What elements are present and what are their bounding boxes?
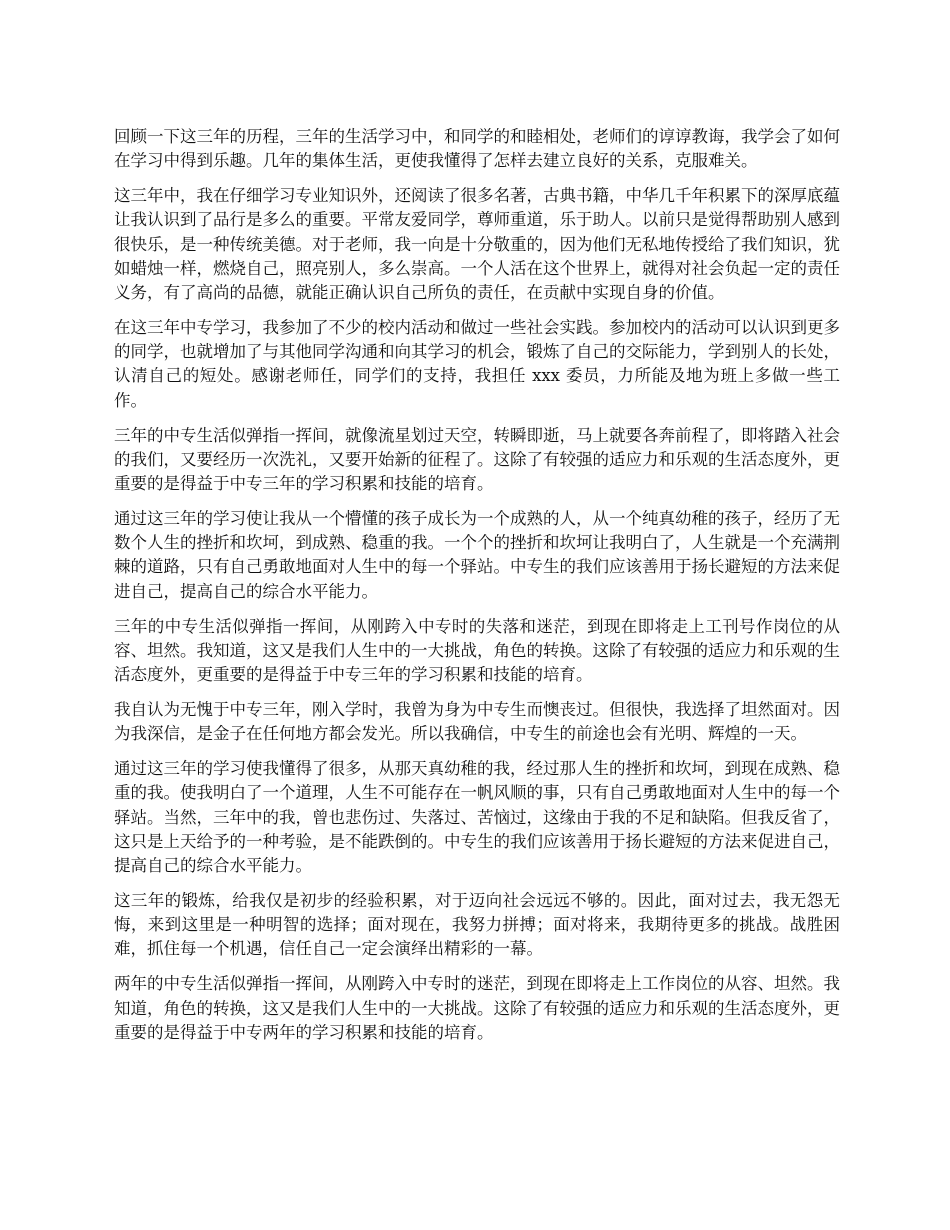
paragraph-2: 这三年中，我在仔细学习专业知识外，还阅读了很多名著，古典书籍，中华几千年积累下的深厚底蕴让我认识到了品行是多么的重要。平常友爱同学，尊师重道，乐于助人。以前只是觉得帮助别人感到很快乐，是一种传统美德。对于老师，我一向是十分敬重的，因为他们无私地传授给了我们知识，犹如蜡烛一样，燃烧自己，照亮别人，多么崇高。一个人活在这个世界上，就得对社会负起一定的责任义务，有了高尚的品德，就能正确认识自己所负的责任，在贡献中实现自身的价值。 [114,186,840,303]
paragraph-4: 三年的中专生活似弹指一挥间，就像流星划过天空，转瞬即逝，马上就要各奔前程了，即将踏入社会的我们，又要经历一次洗礼，又要开始新的征程了。这除了有较强的适应力和乐观的生活态度外，更重要的是得益于中专三年的学习积累和技能的培育。 [114,425,840,494]
paragraph-7: 我自认为无愧于中专三年，刚入学时，我曾为身为中专生而懊丧过。但很快，我选择了坦然面对。因为我深信，是金子在任何地方都会发光。所以我确信，中专生的前途也会有光明、辉煌的一天。 [114,700,840,744]
paragraph-10: 两年的中专生活似弹指一挥间，从刚跨入中专时的迷茫，到现在即将走上工作岗位的从容、坦然。我知道，角色的转换，这又是我们人生中的一大挑战。这除了有较强的适应力和乐观的生活态度外，更重要的是得益于中专两年的学习积累和技能的培育。 [114,974,840,1042]
paragraph-1: 回顾一下这三年的历程，三年的生活学习中，和同学的和睦相处，老师们的谆谆教诲，我学会了如何在学习中得到乐趣。几年的集体生活，更使我懂得了怎样去建立良好的关系，克服难关。 [114,127,840,171]
paragraph-3: 在这三年中专学习，我参加了不少的校内活动和做过一些社会实践。参加校内的活动可以认识到更多的同学，也就增加了与其他同学沟通和向其学习的机会，锻炼了自己的交际能力，学到别人的长处，认清自己的短处。感谢老师任，同学们的支持，我担任 xxx 委员，力所能及地为班上多做一些工作。 [114,318,840,410]
paragraph-9: 这三年的锻炼，给我仅是初步的经验积累，对于迈向社会远远不够的。因此，面对过去，我无怨无悔，来到这里是一种明智的选择；面对现在，我努力拼搏；面对将来，我期待更多的挑战。战胜困难，抓住每一个机遇，信任自己一定会演绎出精彩的一幕。 [114,891,840,959]
document-body [114,125,840,1056]
paragraph-8: 通过这三年的学习使我懂得了很多，从那天真幼稚的我，经过那人生的挫折和坎坷，到现在成熟、稳重的我。使我明白了一个道理，人生不可能存在一帆风顺的事，只有自己勇敢地面对人生中的每一个驿站。当然，三年中的我，曾也悲伤过、失落过、苦恼过，这缘由于我的不足和缺陷。但我反省了，这只是上天给予的一种考验，是不能跌倒的。中专生的我们应该善用于扬长避短的方法来促进自己，提高自己的综合水平能力。 [114,759,840,876]
paragraph-6: 三年的中专生活似弹指一挥间，从刚跨入中专时的失落和迷茫，到现在即将走上工刊号作岗位的从容、坦然。我知道，这又是我们人生中的一大挑战，角色的转换。这除了有较强的适应力和乐观的生活态度外，更重要的是得益于中专三年的学习积累和技能的培育。 [114,616,840,685]
paragraph-5: 通过这三年的学习使让我从一个懵懂的孩子成长为一个成熟的人，从一个纯真幼稚的孩子，经历了无数个人生的挫折和坎坷，到成熟、稳重的我。一个个的挫折和坎坷让我明白了，人生就是一个充满荆棘的道路，只有自己勇敢地面对人生中的每一个驿站。中专生的我们应该善用于扬长避短的方法来促进自己，提高自己的综合水平能力。 [114,509,840,601]
